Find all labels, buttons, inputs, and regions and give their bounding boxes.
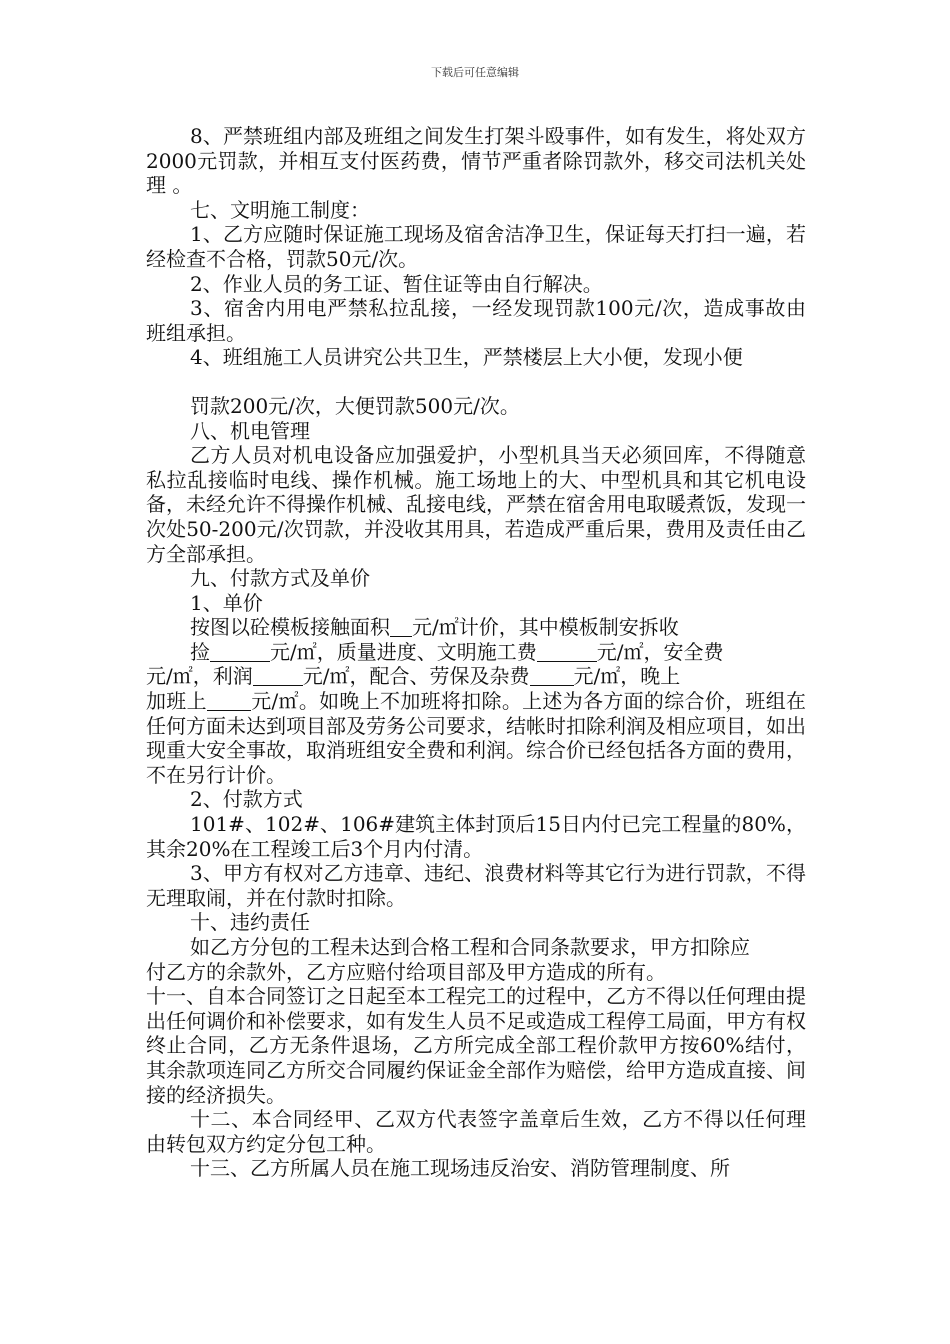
blank-field — [390, 616, 412, 637]
clause-9-3: 3、甲方有权对乙方违章、违纪、浪费材料等其它行为进行罚款，不得无理取闹，并在付款时扣除。 — [146, 861, 806, 910]
clause-9-2-paragraph: 101#、102#、106#建筑主体封顶后15日内付已完工程量的80%，其余20%在工程竣工后3个月内付清。 — [146, 812, 806, 861]
clause-8: 8、严禁班组内部及班组之间发生打架斗殴事件，如有发生，将处双方2000元罚款，并相互支付医药费，情节严重者除罚款外，移交司法机关处理 。 — [146, 124, 806, 198]
clause-7-2: 2、作业人员的务工证、暂住证等由自行解决。 — [190, 271, 603, 296]
blank-field — [530, 665, 574, 686]
section-10-line-1: 如乙方分包的工程未达到合格工程和合同条款要求，甲方扣除应 — [190, 935, 750, 959]
clause-7-1: 1、乙方应随时保证施工现场及宿舍洁净卫生，保证每天打扫一遍，若经检查不合格，罚款50元/次。 — [146, 222, 806, 271]
section-7-heading: 七、文明施工制度： — [190, 197, 370, 222]
section-12: 十二、本合同经甲、乙双方代表签字盖章后生效，乙方不得以任何理由转包双方约定分包工种。 — [146, 1107, 806, 1156]
section-10-line-2: 付乙方的余款外，乙方应赔付给项目部及甲方造成的所有。 — [146, 959, 666, 984]
blank-field — [253, 665, 303, 686]
section-13: 十三、乙方所属人员在施工现场违反治安、消防管理制度、所 — [190, 1156, 730, 1181]
section-11: 十一、自本合同签订之日起至本工程完工的过程中，乙方不得以任何理由提出任何调价和补偿要求，如有发生人员不足或造成工程停工局面，甲方有权终止合同，乙方无条件退场，乙方所完成全部工程价款甲方按60%结付，其余款项连同乙方所交合同履约保证金全部作为赔偿，给甲方造成直接、间接的经济损失。 — [146, 984, 806, 1107]
clause-9-1: 1、单价 — [190, 590, 263, 615]
section-10-heading: 十、违约责任 — [190, 910, 310, 935]
price-paragraph: 捡 元/㎡，质量进度、文明施工费 元/㎡，安全费 元/㎡，利润 元/㎡，配合、劳保及杂费 元/㎡，晚上 加班上 元/㎡。如晚上不加班将扣除。上述为各方面的综合价，班组在任何方面未达到项目部及劳务公司要求，结帐时扣除利润及相应项目，如出现重大安全事故，取消班组安全费和利润。综合价已经包括各方面的费用，不在另行计价。 — [146, 639, 806, 787]
section-9-heading: 九、付款方式及单价 — [190, 566, 370, 591]
clause-7-3: 3、宿舍内用电严禁私拉乱接，一经发现罚款100元/次，造成事故由班组承担。 — [146, 296, 806, 345]
blank-field — [210, 641, 270, 662]
price-line-1: 按图以砼模板接触面积 元/㎡计价，其中模板制安拆收 — [190, 615, 679, 640]
section-8-heading: 八、机电管理 — [190, 418, 310, 443]
page-header: 下载后可任意编辑 — [431, 66, 519, 79]
clause-7-4: 4、班组施工人员讲究公共卫生，严禁楼层上大小便，发现小便 — [190, 345, 743, 370]
clause-9-2: 2、付款方式 — [190, 787, 303, 812]
section-8-paragraph: 乙方人员对机电设备应加强爱护，小型机具当天必须回库，不得随意私拉乱接临时电线、操作机械。施工场地上的大、中型机具和其它机电设备，未经允许不得操作机械、乱接电线，严禁在宿舍用电取暖煮饭，发现一次处50-200元/次罚款，并没收其用具，若造成严重后果，费用及责任由乙方全部承担。 — [146, 443, 806, 566]
blank-field — [207, 690, 251, 711]
blank-field — [537, 641, 597, 662]
clause-7-4-continued: 罚款200元/次，大便罚款500元/次。 — [190, 393, 520, 418]
document-body — [146, 124, 806, 1181]
